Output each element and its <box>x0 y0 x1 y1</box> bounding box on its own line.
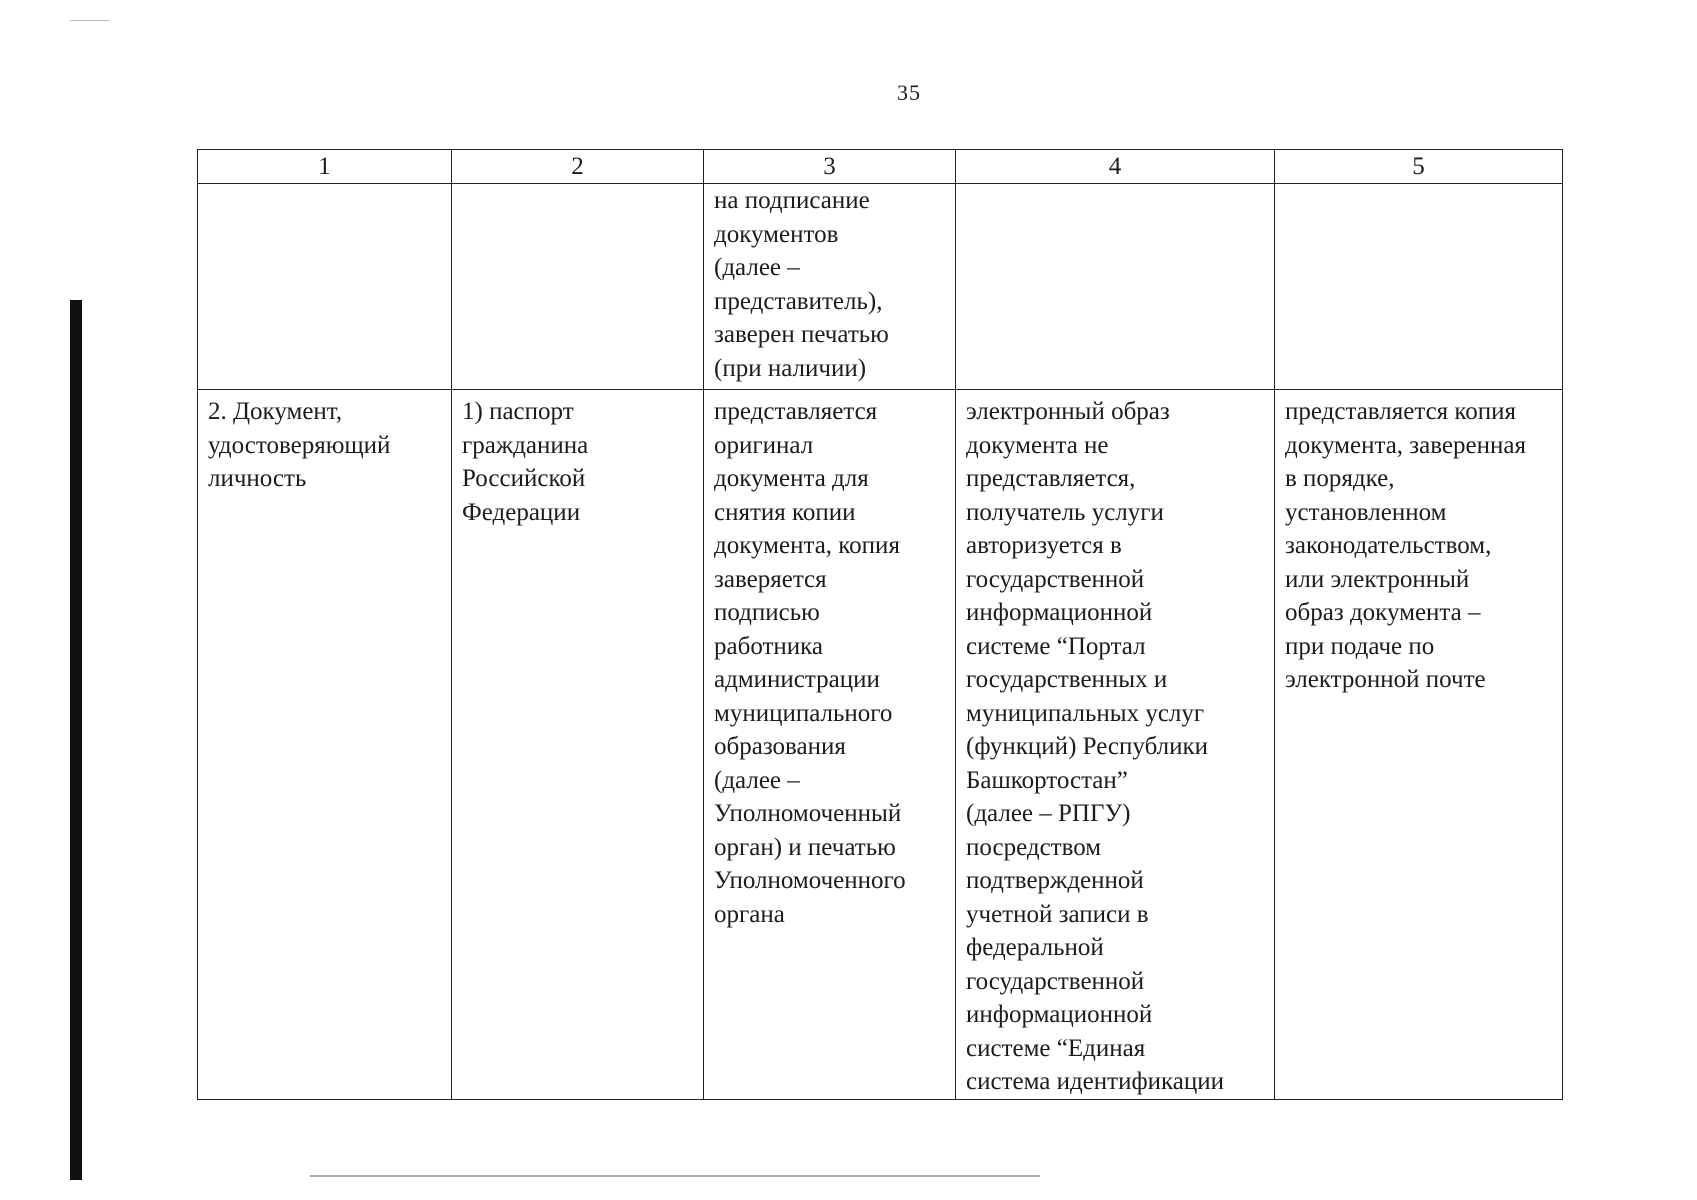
requirements-table <box>197 149 1563 1100</box>
column-number-4: 4 <box>956 150 1275 184</box>
cell-paper-submission: представляется оригинал документа для снятия копии документа, копия заверяется подписью работника администрации муниципального образования (далее – Уполномоченный орган) и печатью Уполномоченного органа <box>704 390 956 1100</box>
table-row-continuation <box>198 184 1563 390</box>
scan-edge-mark <box>70 20 110 21</box>
column-number-5: 5 <box>1275 150 1563 184</box>
cell-email-submission: представляется копия документа, заверенная в порядке, установленном законодательством, или электронный образ документа – при подаче по электронной почте <box>1275 390 1563 1100</box>
page-number: 35 <box>897 80 921 105</box>
cell-electronic-submission: электронный образ документа не представляется, получатель услуги авторизуется в государственной информационной системе “Портал государственных и муниципальных услуг (функций) Республики Башкортостан” (далее – РПГУ) посредством подтвержденной учетной записи в федеральной государственной информационной системе “Единая система идентификации <box>956 390 1275 1100</box>
cell-document-type: 1) паспорт гражданина Российской Федерации <box>452 390 704 1100</box>
table-row-identity-document <box>198 390 1563 1100</box>
cell-continuation-col5 <box>1275 184 1563 390</box>
scan-bottom-rule <box>310 1175 1040 1177</box>
cell-document-category: 2. Документ, удостоверяющий личность <box>198 390 452 1100</box>
table-header-row <box>198 150 1563 184</box>
cell-continuation-col1 <box>198 184 452 390</box>
column-number-2: 2 <box>452 150 704 184</box>
column-number-3: 3 <box>704 150 956 184</box>
scan-binding-shadow <box>70 300 82 1180</box>
representative-note: на подписание документов (далее – представитель), заверен печатью (при наличии) <box>714 187 889 382</box>
cell-continuation-col4 <box>956 184 1275 390</box>
column-number-1: 1 <box>198 150 452 184</box>
cell-continuation-col2 <box>452 184 704 390</box>
cell-continuation-col3 <box>704 184 956 390</box>
